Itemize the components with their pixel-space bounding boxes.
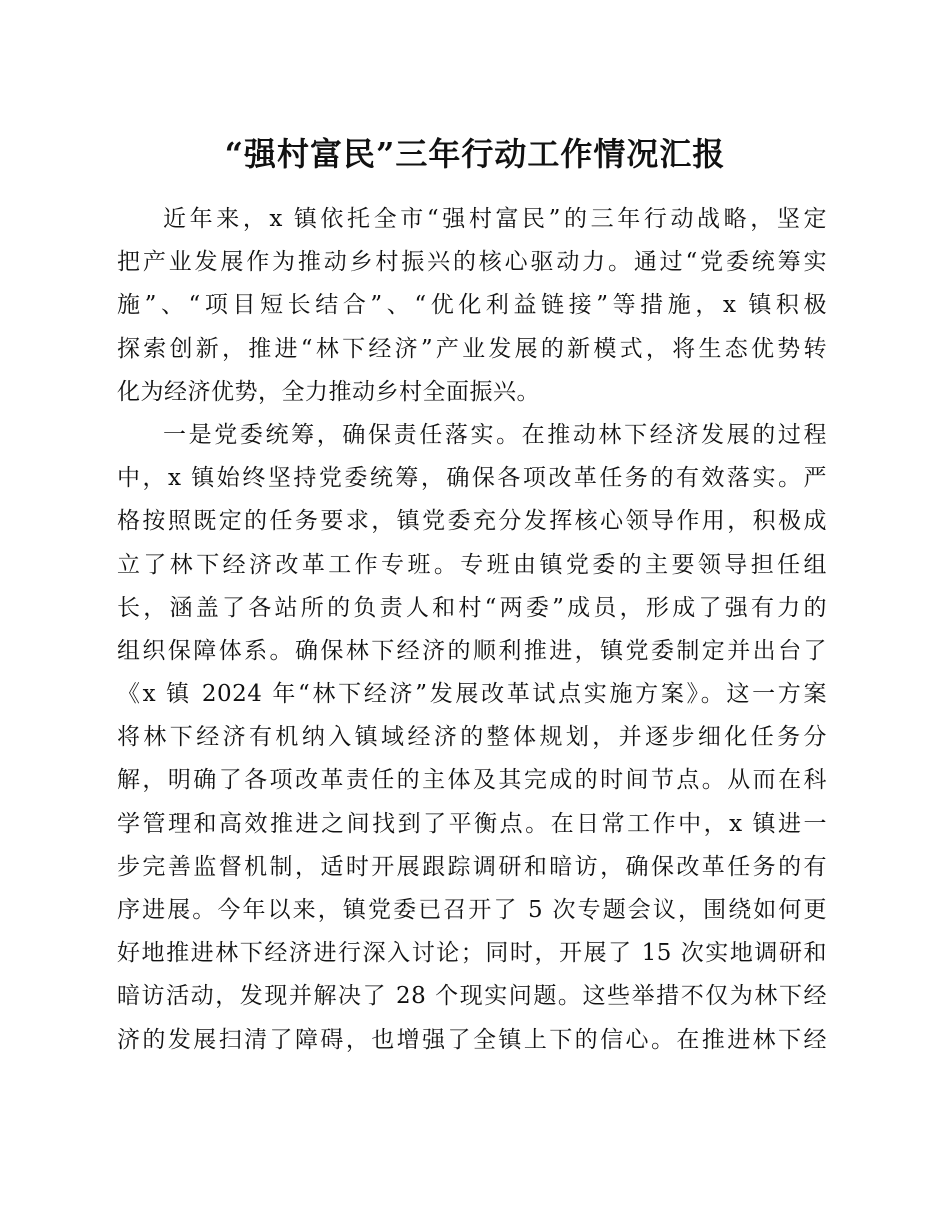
paragraph-line: 一是党委统筹，确保责任落实。在推动林下经济发展的过程 (163, 421, 827, 448)
paragraph-line: 长，涵盖了各站所的负责人和村“两委”成员，形成了强有力的 (117, 594, 827, 621)
paragraph-line: 组织保障体系。确保林下经济的顺利推进，镇党委制定并出台了 (117, 637, 827, 664)
paragraph-line: 暗访活动，发现并解决了 28 个现实问题。这些举措不仅为林下经 (117, 983, 827, 1010)
paragraph-line: 序进展。今年以来，镇党委已召开了 5 次专题会议，围绕如何更 (117, 897, 827, 923)
paragraph-line: 把产业发展作为推动乡村振兴的核心驱动力。通过“党委统筹实 (117, 249, 827, 276)
paragraph-line: 施”、“项目短长结合”、“优化利益链接”等措施，x 镇积极 (117, 292, 827, 319)
paragraph-line: 将林下经济有机纳入镇域经济的整体规划，并逐步细化任务分 (117, 724, 827, 751)
document-body (117, 198, 827, 1062)
paragraph-line: 化为经济优势，全力推动乡村全面振兴。 (117, 378, 540, 405)
document-title: “强村富民”三年行动工作情况汇报 (224, 135, 726, 173)
paragraph-line: 步完善监督机制，适时开展跟踪调研和暗访，确保改革任务的有 (117, 853, 827, 880)
paragraph-line: 近年来，x 镇依托全市“强村富民”的三年行动战略，坚定 (163, 206, 827, 232)
paragraph-line: 探索创新，推进“林下经济”产业发展的新模式，将生态优势转 (117, 335, 827, 362)
paragraph-line: 格按照既定的任务要求，镇党委充分发挥核心领导作用，积极成 (117, 508, 827, 535)
paragraph-line: 好地推进林下经济进行深入讨论；同时，开展了 15 次实地调研和 (117, 940, 827, 967)
paragraph-line: 立了林下经济改革工作专班。专班由镇党委的主要领导担任组 (117, 551, 827, 578)
paragraph-line: 济的发展扫清了障碍，也增强了全镇上下的信心。在推进林下经 (117, 1026, 827, 1053)
paragraph-line: 中，x 镇始终坚持党委统筹，确保各项改革任务的有效落实。严 (117, 465, 827, 492)
paragraph-line: 《x 镇 2024 年“林下经济”发展改革试点实施方案》。这一方案 (117, 681, 827, 708)
paragraph-line: 学管理和高效推进之间找到了平衡点。在日常工作中，x 镇进一 (117, 810, 827, 837)
paragraph-line: 解，明确了各项改革责任的主体及其完成的时间节点。从而在科 (117, 767, 827, 794)
